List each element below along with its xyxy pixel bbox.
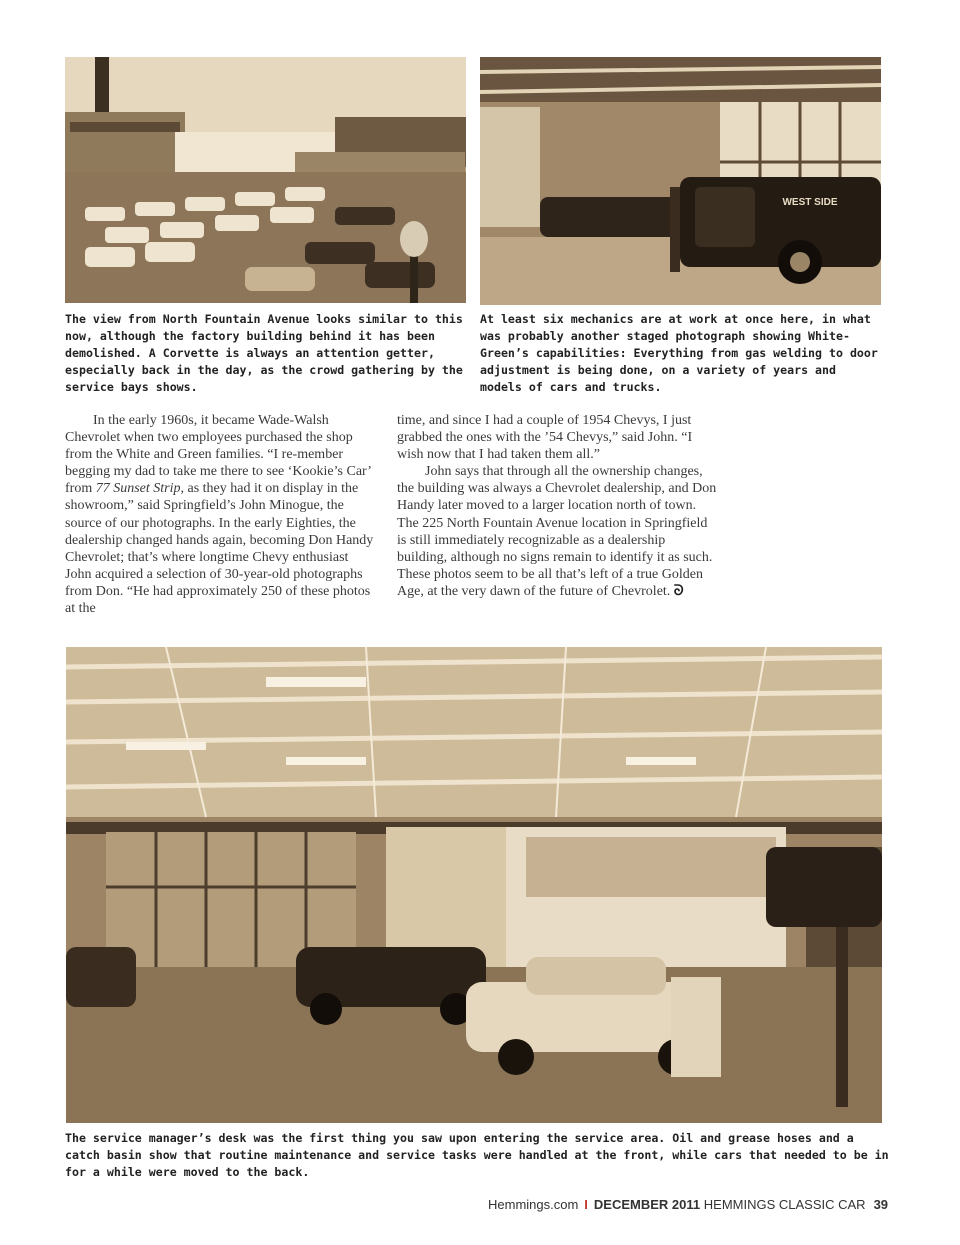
page-footer	[488, 1197, 888, 1212]
footer-magazine: HEMMINGS CLASSIC CAR	[703, 1197, 866, 1212]
service-shop-photo	[480, 57, 881, 305]
caption-service-area: The service manager’s desk was the first thing you saw upon entering the service area. Oil and grease hoses and a catch basin show that routine maintenance and service tasks were handled at the front, while cars that needed to be in for a while were moved to the back.	[65, 1131, 889, 1179]
footer-site: Hemmings.com	[488, 1197, 579, 1212]
article-paragraph: John says that through all the ownership changes, the building was always a Chevrolet dealership, and Don Handy later moved to a larger location north of town. The 225 North Fountain Avenue location in Springfield is still immediately recognizable as a dealership building, although no signs remain to identify it as such. These photos seem to be all that’s left of a true Golden Age, at the very dawn of the future of Chevrolet. ᘐ	[397, 464, 717, 599]
article-column-2	[397, 412, 717, 600]
caption-service-shop: At least six mechanics are at work at once here, in what was probably another staged photograph showing White-Green’s capabilities: Everything from gas welding to door adjustment is being done, on a variety of years and models of cars and trucks.	[480, 312, 878, 394]
caption-dealership-lot: The view from North Fountain Avenue looks similar to this now, although the factory building behind it has been demolished. A Corvette is always an attention getter, especially back in the day, as the crowd gathering by the service bays shows.	[65, 312, 463, 394]
footer-separator: I	[584, 1197, 588, 1212]
service-area-photo	[66, 647, 882, 1123]
truck-sign-text: WEST SIDE	[782, 197, 838, 208]
dealership-lot-photo	[65, 57, 466, 303]
footer-date: DECEMBER 2011	[593, 1197, 701, 1212]
show-title: 77 Sunset Strip	[95, 481, 181, 497]
article-paragraph: In the early 1960s, it became Wade-Walsh Chevrolet when two employees purchased the shop from the White and Green families. “I re-member begging my dad to take me there to see ‘Kookie’s Car’ from 77 Sunset Strip, as they had it on display in the showroom,” said Springfield’s John Minogue, the source of our photographs. In the early Eighties, the dealership changed hands again, becoming Don Handy Chevrolet; that’s where longtime Chevy enthusiast John acquired a selection of 30-year-old photographs from Don. “He had approximately 250 of these photos at the	[65, 413, 374, 617]
end-of-article-mark: ᘐ	[673, 583, 683, 599]
page-number: 39	[873, 1197, 889, 1212]
article-paragraph: time, and since I had a couple of 1954 Chevys, I just grabbed the ones with the ’54 Chevys,” said John. “I wish now that I had taken them all.”	[397, 413, 693, 463]
article-column-1	[65, 412, 378, 617]
